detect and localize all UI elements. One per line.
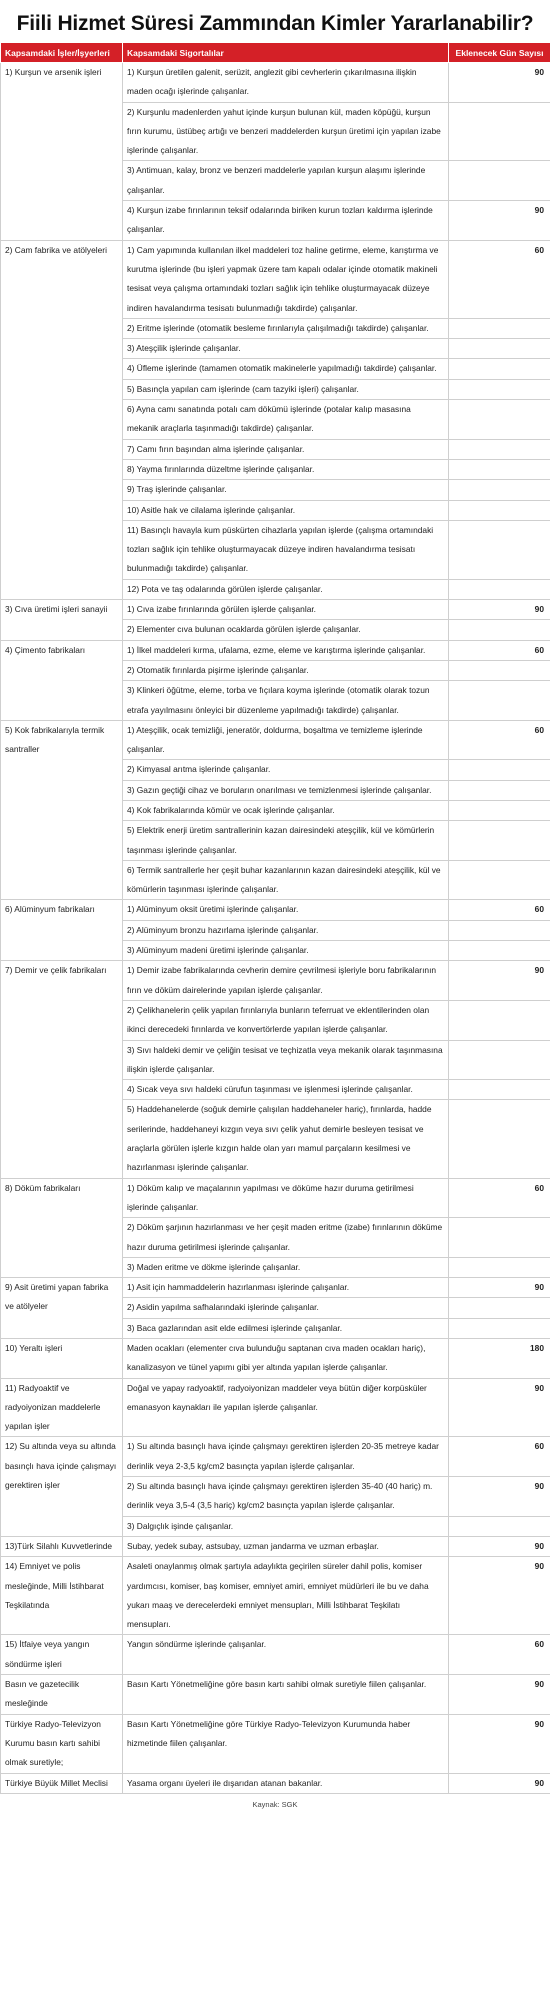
category-cell: Basın ve gazetecilik mesleğinde bbox=[1, 1675, 123, 1715]
days-cell bbox=[449, 941, 550, 961]
table-row bbox=[1, 1635, 550, 1675]
category-cell: 14) Emniyet ve polis mesleğinde, Milli İstihbarat Teşkilatında bbox=[1, 1557, 123, 1635]
insured-cell: 2) Su altında basınçlı hava içinde çalışmayı gerektiren işlerden 35-40 (40 hariç) m. derinlik veya 3,5-4 (3,5 hariç) kg/cm2 basınçta yapılan işlerde çalışanlar. bbox=[123, 1477, 449, 1517]
category-cell: Türkiye Büyük Millet Meclisi bbox=[1, 1773, 123, 1793]
insured-cell: 1) Döküm kalıp ve maçalarının yapılması ve döküme hazır duruma getirilmesi işlerinde çalışanlar. bbox=[123, 1178, 449, 1218]
category-cell: 8) Döküm fabrikaları bbox=[1, 1178, 123, 1277]
days-cell bbox=[449, 660, 550, 680]
header-insured: Kapsamdaki Sigortalılar bbox=[123, 43, 449, 63]
insured-cell: 8) Yayma fırınlarında düzeltme işlerinde çalışanlar. bbox=[123, 459, 449, 479]
days-cell: 90 bbox=[449, 63, 550, 103]
insured-cell: 9) Traş işlerinde çalışanlar. bbox=[123, 480, 449, 500]
days-cell: 90 bbox=[449, 1477, 550, 1517]
category-cell: 5) Kok fabrikalarıyla termik santraller bbox=[1, 720, 123, 900]
table-row bbox=[1, 1278, 550, 1298]
insured-cell: 1) Cam yapımında kullanılan ilkel maddeleri toz haline getirme, eleme, karıştırma ve kurutma işlerinde (bu işleri yapmak üzere tam kapalı odalar içinde otomatik makineli tesisat veya çalışma ortamındaki tozları sağlık için tehlike oluşturmayacak düzeye indiren havalandırma tesisatı bulunmadığı takdirde) çalışanlar. bbox=[123, 240, 449, 318]
days-cell bbox=[449, 1080, 550, 1100]
days-cell: 180 bbox=[449, 1339, 550, 1379]
insured-cell: 4) Kok fabrikalarında kömür ve ocak işlerinde çalışanlar. bbox=[123, 800, 449, 820]
insured-cell: 1) Ateşçilik, ocak temizliği, jeneratör, doldurma, boşaltma ve temizleme işlerinde çalışanlar. bbox=[123, 720, 449, 760]
insured-cell: 3) Alüminyum madeni üretimi işlerinde çalışanlar. bbox=[123, 941, 449, 961]
insured-cell: 3) Antimuan, kalay, bronz ve benzeri maddelerle yapılan kurşun alaşımı işlerinde çalışanlar. bbox=[123, 161, 449, 201]
table-row bbox=[1, 1378, 550, 1437]
days-cell bbox=[449, 760, 550, 780]
insured-cell: 6) Ayna camı sanatında potalı cam dökümü işlerinde (potalar kalıp masasına mekanik araçlarla taşınmadığı takdirde) çalışanlar. bbox=[123, 400, 449, 440]
insured-cell: 5) Haddehanelerde (soğuk demirle çalışılan haddehaneler hariç), fırınlarda, hadde serilerinde, haddehaneyi kızgın veya sıvı çelik yahut demirle besleyen tesisat ve araçlarla görülen işlerle kızgın halde olan yarı mamul parçaların kesilmesi ve hazırlanması işlerinde çalışanlar. bbox=[123, 1100, 449, 1178]
insured-cell: Subay, yedek subay, astsubay, uzman jandarma ve uzman erbaşlar. bbox=[123, 1536, 449, 1556]
category-cell: 12) Su altında veya su altında basınçlı hava içinde çalışmayı gerektiren işler bbox=[1, 1437, 123, 1536]
days-cell bbox=[449, 1000, 550, 1040]
insured-cell: 3) Maden eritme ve dökme işlerinde çalışanlar. bbox=[123, 1257, 449, 1277]
insured-cell: 2) Kurşunlu madenlerden yahut içinde kurşun bulunan kül, maden köpüğü, kurşun fırın kurumu, üstübeç artığı ve benzeri maddelerden kurşun üretimi için yapılan izabe işlerinde çalışanlar. bbox=[123, 102, 449, 161]
insured-cell: 3) Dalgıçlık işinde çalışanlar. bbox=[123, 1516, 449, 1536]
insured-cell: 2) Eritme işlerinde (otomatik besleme fırınlarıyla çalışılmadığı takdirde) çalışanlar. bbox=[123, 318, 449, 338]
insured-cell: 1) Kurşun üretilen galenit, serüzit, anglezit gibi cevherlerin çıkarılmasına ilişkin maden ocağı işlerinde çalışanlar. bbox=[123, 63, 449, 103]
insured-cell: 6) Termik santrallerle her çeşit buhar kazanlarının kazan dairesindeki ateşçilik, kül ve kömürlerin taşınması işlerinde çalışanlar. bbox=[123, 860, 449, 900]
days-cell bbox=[449, 1318, 550, 1338]
days-cell: 60 bbox=[449, 900, 550, 920]
table-row bbox=[1, 900, 550, 920]
category-cell: 6) Alüminyum fabrikaları bbox=[1, 900, 123, 961]
days-cell bbox=[449, 318, 550, 338]
insured-cell: 1) Alüminyum oksit üretimi işlerinde çalışanlar. bbox=[123, 900, 449, 920]
days-cell bbox=[449, 480, 550, 500]
category-cell: 10) Yeraltı işleri bbox=[1, 1339, 123, 1379]
days-cell: 90 bbox=[449, 1675, 550, 1715]
table-row bbox=[1, 720, 550, 760]
days-cell: 90 bbox=[449, 1536, 550, 1556]
table-body bbox=[1, 63, 550, 1794]
days-cell: 90 bbox=[449, 1773, 550, 1793]
category-cell: Türkiye Radyo-Televizyon Kurumu basın kartı sahibi olmak suretiyle; bbox=[1, 1714, 123, 1773]
insured-cell: 3) Baca gazlarından asit elde edilmesi işlerinde çalışanlar. bbox=[123, 1318, 449, 1338]
insured-cell: 12) Pota ve taş odalarında görülen işlerde çalışanlar. bbox=[123, 579, 449, 599]
days-cell: 90 bbox=[449, 1714, 550, 1773]
days-cell bbox=[449, 459, 550, 479]
insured-cell: 1) Su altında basınçlı hava içinde çalışmayı gerektiren işlerden 20-35 metreye kadar derinlik veya 2-3,5 kg/cm2 basınçta yapılan işlerde çalışanlar. bbox=[123, 1437, 449, 1477]
insured-cell: 10) Asitle hak ve cilalama işlerinde çalışanlar. bbox=[123, 500, 449, 520]
insured-cell: 2) Çelikhanelerin çelik yapılan fırınlarıyla bunların teferruat ve eklentilerinden olan ikinci derecedeki fırınlarda ve konvertörlerde yapılan işlerde çalışanlar. bbox=[123, 1000, 449, 1040]
header-days: Eklenecek Gün Sayısı bbox=[449, 43, 550, 63]
insured-cell: 5) Elektrik enerji üretim santrallerinin kazan dairesindeki ateşçilik, kül ve kömürlerin taşınması işlerinde çalışanlar. bbox=[123, 821, 449, 861]
insured-cell: 1) İlkel maddeleri kırma, ufalama, ezme, eleme ve karıştırma işlerinde çalışanlar. bbox=[123, 640, 449, 660]
days-cell bbox=[449, 860, 550, 900]
category-cell: 7) Demir ve çelik fabrikaları bbox=[1, 961, 123, 1178]
days-cell bbox=[449, 821, 550, 861]
days-cell bbox=[449, 500, 550, 520]
days-cell: 90 bbox=[449, 1557, 550, 1635]
insured-cell: Basın Kartı Yönetmeliğine göre Türkiye Radyo-Televizyon Kurumunda haber hizmetinde fiilen çalışanlar. bbox=[123, 1714, 449, 1773]
category-cell: 4) Çimento fabrikaları bbox=[1, 640, 123, 720]
insured-cell: 4) Üfleme işlerinde (tamamen otomatik makinelerle yapılmadığı takdirde) çalışanlar. bbox=[123, 359, 449, 379]
table-header-row bbox=[1, 43, 550, 63]
insured-cell: 5) Basınçla yapılan cam işlerinde (cam tazyiki işleri) çalışanlar. bbox=[123, 379, 449, 399]
insured-cell: 7) Camı fırın başından alma işlerinde çalışanlar. bbox=[123, 439, 449, 459]
table-row bbox=[1, 1773, 550, 1793]
table-row bbox=[1, 1339, 550, 1379]
table-row bbox=[1, 240, 550, 318]
insured-cell: 2) Otomatik fırınlarda pişirme işlerinde çalışanlar. bbox=[123, 660, 449, 680]
benefits-table bbox=[0, 42, 550, 1794]
category-cell: 11) Radyoaktif ve radyoiyonizan maddelerle yapılan işler bbox=[1, 1378, 123, 1437]
category-cell: 3) Cıva üretimi işleri sanayii bbox=[1, 600, 123, 641]
days-cell: 90 bbox=[449, 201, 550, 241]
table-row bbox=[1, 1536, 550, 1556]
insured-cell: 3) Klinkeri öğütme, eleme, torba ve fıçılara koyma işlerinde (otomatik olarak tozun etrafa yayılmasını önleyici bir düzenleme yapılmadığı takdirde) çalışanlar. bbox=[123, 681, 449, 721]
days-cell bbox=[449, 161, 550, 201]
insured-cell: 2) Elementer cıva bulunan ocaklarda görülen işlerde çalışanlar. bbox=[123, 620, 449, 640]
days-cell: 90 bbox=[449, 600, 550, 620]
table-row bbox=[1, 1437, 550, 1477]
days-cell bbox=[449, 1040, 550, 1080]
insured-cell: Doğal ve yapay radyoaktif, radyoiyonizan maddeler veya bütün diğer korpüsküler emanasyon kaynakları ile yapılan işlerde çalışanlar. bbox=[123, 1378, 449, 1437]
days-cell bbox=[449, 339, 550, 359]
category-cell: 15) İtfaiye veya yangın söndürme işleri bbox=[1, 1635, 123, 1675]
days-cell bbox=[449, 1218, 550, 1258]
table-row bbox=[1, 63, 550, 103]
days-cell bbox=[449, 780, 550, 800]
days-cell: 60 bbox=[449, 1635, 550, 1675]
days-cell: 60 bbox=[449, 1178, 550, 1218]
days-cell: 60 bbox=[449, 720, 550, 760]
days-cell bbox=[449, 379, 550, 399]
days-cell: 60 bbox=[449, 640, 550, 660]
days-cell bbox=[449, 520, 550, 579]
insured-cell: Asaleti onaylanmış olmak şartıyla adaylıkta geçirilen süreler dahil polis, komiser yardımcısı, komiser, baş komiser, emniyet amiri, emniyet müdürleri ile bu ve daha yukarı maaş ve derecelerdeki emniyet mensupları, Milli İstihbarat Teşkilatı mensupları. bbox=[123, 1557, 449, 1635]
insured-cell: Basın Kartı Yönetmeliğine göre basın kartı sahibi olmak suretiyle fiilen çalışanlar. bbox=[123, 1675, 449, 1715]
days-cell: 90 bbox=[449, 961, 550, 1001]
table-row bbox=[1, 1557, 550, 1635]
insured-cell: 3) Gazın geçtiği cihaz ve boruların onarılması ve temizlenmesi işlerinde çalışanlar. bbox=[123, 780, 449, 800]
days-cell: 60 bbox=[449, 1437, 550, 1477]
days-cell bbox=[449, 439, 550, 459]
table-row bbox=[1, 1675, 550, 1715]
insured-cell: 2) Alüminyum bronzu hazırlama işlerinde çalışanlar. bbox=[123, 920, 449, 940]
table-row bbox=[1, 961, 550, 1001]
table-row bbox=[1, 600, 550, 620]
days-cell bbox=[449, 620, 550, 640]
days-cell bbox=[449, 1257, 550, 1277]
page-title: Fiili Hizmet Süresi Zammından Kimler Yararlanabilir? bbox=[0, 6, 550, 42]
insured-cell: Maden ocakları (elementer cıva bulunduğu saptanan cıva maden ocakları hariç), kanalizasyon ve tünel yapımı gibi yer altında yapılan işlerde çalışanlar. bbox=[123, 1339, 449, 1379]
category-cell: 2) Cam fabrika ve atölyeleri bbox=[1, 240, 123, 599]
insured-cell: Yangın söndürme işlerinde çalışanlar. bbox=[123, 1635, 449, 1675]
days-cell bbox=[449, 102, 550, 161]
table-row bbox=[1, 1714, 550, 1773]
days-cell bbox=[449, 579, 550, 599]
insured-cell: 2) Döküm şarjının hazırlanması ve her çeşit maden eritme (izabe) fırınlarının döküme hazır duruma getirilmesi işlerinde çalışanlar. bbox=[123, 1218, 449, 1258]
insured-cell: Yasama organı üyeleri ile dışarıdan atanan bakanlar. bbox=[123, 1773, 449, 1793]
days-cell bbox=[449, 359, 550, 379]
insured-cell: 4) Kurşun izabe fırınlarının teksif odalarında biriken kurun tozları kaldırma işlerinde çalışanlar. bbox=[123, 201, 449, 241]
insured-cell: 3) Sıvı haldeki demir ve çeliğin tesisat ve teçhizatla veya mekanik olarak taşınmasına ilişkin işlerde çalışanlar. bbox=[123, 1040, 449, 1080]
table-row bbox=[1, 640, 550, 660]
days-cell bbox=[449, 1298, 550, 1318]
days-cell bbox=[449, 920, 550, 940]
insured-cell: 11) Basınçlı havayla kum püskürten cihazlarla yapılan işlerde (çalışma ortamındaki tozları sağlık için tehlike oluşturmayacak düzeye indiren havalandırma tesisatı bulunmadığı takdirde) çalışanlar. bbox=[123, 520, 449, 579]
insured-cell: 1) Cıva izabe fırınlarında görülen işlerde çalışanlar. bbox=[123, 600, 449, 620]
days-cell bbox=[449, 1100, 550, 1178]
insured-cell: 2) Asidin yapılma safhalarındaki işlerinde çalışanlar. bbox=[123, 1298, 449, 1318]
insured-cell: 4) Sıcak veya sıvı haldeki cürufun taşınması ve işlenmesi işlerinde çalışanlar. bbox=[123, 1080, 449, 1100]
days-cell: 60 bbox=[449, 240, 550, 318]
days-cell: 90 bbox=[449, 1278, 550, 1298]
header-workplaces: Kapsamdaki İşler/İşyerleri bbox=[1, 43, 123, 63]
days-cell bbox=[449, 1516, 550, 1536]
insured-cell: 3) Ateşçilik işlerinde çalışanlar. bbox=[123, 339, 449, 359]
insured-cell: 1) Asit için hammaddelerin hazırlanması işlerinde çalışanlar. bbox=[123, 1278, 449, 1298]
category-cell: 13)Türk Silahlı Kuvvetlerinde bbox=[1, 1536, 123, 1556]
insured-cell: 2) Kimyasal arıtma işlerinde çalışanlar. bbox=[123, 760, 449, 780]
days-cell: 90 bbox=[449, 1378, 550, 1437]
days-cell bbox=[449, 400, 550, 440]
insured-cell: 1) Demir izabe fabrikalarında cevherin demire çevrilmesi işleriyle boru fabrikalarının fırın ve döküm dairelerinde yapılan işlerde çalışanlar. bbox=[123, 961, 449, 1001]
category-cell: 9) Asit üretimi yapan fabrika ve atölyeler bbox=[1, 1278, 123, 1339]
days-cell bbox=[449, 800, 550, 820]
source-note: Kaynak: SGK bbox=[0, 1800, 550, 1809]
category-cell: 1) Kurşun ve arsenik işleri bbox=[1, 63, 123, 241]
days-cell bbox=[449, 681, 550, 721]
table-row bbox=[1, 1178, 550, 1218]
